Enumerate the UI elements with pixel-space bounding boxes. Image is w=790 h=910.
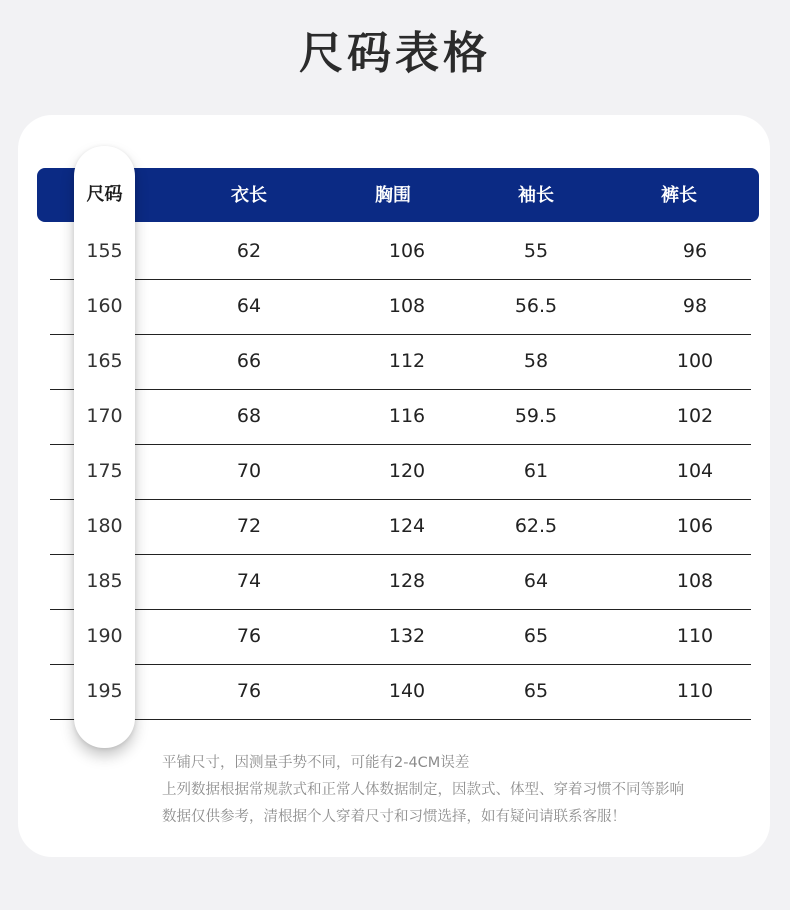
page-title: 尺码表格 [299,28,491,79]
cell-length: 68 [236,405,262,427]
cell-pants-length: 108 [676,570,714,592]
cell-length: 76 [236,680,262,702]
row-divider [50,554,751,555]
cell-pants-length: 98 [682,295,708,317]
cell-chest: 116 [388,405,426,427]
row-divider [50,444,751,445]
header-pants-length: 裤长 [661,185,697,206]
cell-length: 66 [236,350,262,372]
cell-sleeve: 58 [523,350,549,372]
cell-sleeve: 65 [523,625,549,647]
cell-pants-length: 104 [676,460,714,482]
cell-pants-length: 110 [676,680,714,702]
cell-chest: 120 [388,460,426,482]
cell-size: 180 [86,515,123,537]
header-sleeve: 袖长 [518,185,554,206]
note-line: 上列数据根据常规款式和正常人体数据制定，因款式、体型、穿着习惯不同等影响 [162,782,684,798]
cell-length: 74 [236,570,262,592]
cell-size: 170 [86,405,123,427]
note-line: 数据仅供参考，清根据个人穿着尺寸和习惯选择，如有疑问请联系客服！ [162,809,626,825]
cell-size: 175 [86,460,123,482]
cell-length: 76 [236,625,262,647]
cell-chest: 108 [388,295,426,317]
cell-length: 72 [236,515,262,537]
cell-chest: 128 [388,570,426,592]
row-divider [50,664,751,665]
row-divider [50,719,751,720]
row-divider [50,334,751,335]
cell-size: 160 [86,295,123,317]
header-size: 尺码 [86,184,123,205]
cell-size: 190 [86,625,123,647]
cell-pants-length: 96 [682,240,708,262]
cell-chest: 132 [388,625,426,647]
cell-pants-length: 106 [676,515,714,537]
header-length: 衣长 [231,185,267,206]
cell-sleeve: 62.5 [514,515,558,537]
row-divider [50,279,751,280]
row-divider [50,609,751,610]
cell-size: 155 [86,240,123,262]
cell-chest: 112 [388,350,426,372]
cell-size: 165 [86,350,123,372]
cell-sleeve: 59.5 [514,405,558,427]
cell-pants-length: 110 [676,625,714,647]
cell-chest: 106 [388,240,426,262]
cell-length: 70 [236,460,262,482]
cell-sleeve: 64 [523,570,549,592]
cell-size: 185 [86,570,123,592]
cell-length: 64 [236,295,262,317]
cell-sleeve: 55 [523,240,549,262]
cell-sleeve: 56.5 [514,295,558,317]
cell-pants-length: 100 [676,350,714,372]
header-chest: 胸围 [375,185,411,206]
cell-chest: 124 [388,515,426,537]
notes [162,750,762,831]
cell-length: 62 [236,240,262,262]
cell-pants-length: 102 [676,405,714,427]
cell-sleeve: 61 [523,460,549,482]
cell-chest: 140 [388,680,426,702]
note-line: 平铺尺寸，因测量手势不同，可能有2-4CM误差 [162,755,470,771]
row-divider [50,499,751,500]
row-divider [50,389,751,390]
cell-size: 195 [86,680,123,702]
cell-sleeve: 65 [523,680,549,702]
